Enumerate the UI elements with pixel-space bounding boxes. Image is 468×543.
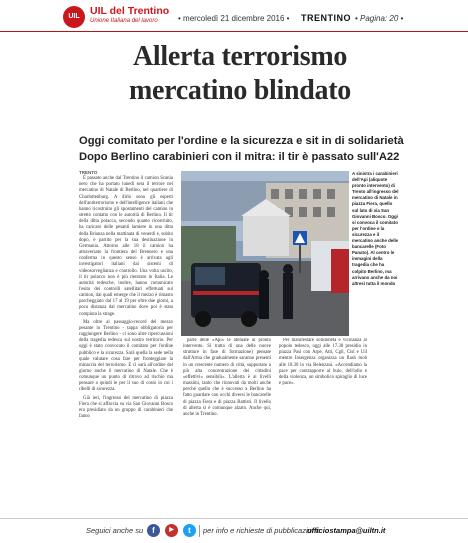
page-number: • Pagina: 20 • xyxy=(355,14,404,23)
body-paragraph: parte delle «Api» le abituate ai pronto intervento. Si tratta di una delle nuove strutture in fase di formazione) pensate dall'Arma che gradualmente saranno presenti in un crescente numero di città, supportato a più alta concentrazione dei cittadini «effettivi» sensibili». L'allerta è ai livelli massimi, tanto che rinnovati da molti anche perché quello che è successo a Berlino ha fatto guardare con occhi diversi le bancarelle di piazza Fiera e di piazza Battisti. Il livello di allerta si è comunque alzato. Anche qui, anche in Trentino. xyxy=(183,338,271,417)
section-name: TRENTINO xyxy=(301,13,351,23)
body-paragraph: È passato anche dal Trentino il camion Scania nero che ha portato lunedì sera il terrore nel mercatino di Natale di Berlino, nel quartiere di Charlottenburg. A dirlo sono gli esperti dell'antiterrorismo e dell'intelligence italiani che hanno ricostruito gli spostamenti del camion in stretto contatto con le autorità di Berlino. Il tir della ditta polacca, secondo quanto ricostruito, ha caricato delle pesanti lamiere in una ditta della Brianza nella mattinata di venerdì e, subito dopo, è partito per la sua destinazione in Germania. Attorno alle 18 il camion ha attraversato la frontiera del Brennero e una conferma in questo senso è arrivata agli investigatori italiani dai sistemi di videosorveglianza e controllo. Una volta uscito, il tir polacco non è più rientrato in Italia. Le autorità tedesche, inoltre, hanno comunicato l'esito dei controlli satellitari effettuati sul camion, dai quali emerge che il mezzo è rimasto parcheggiato dal 17 al 19 per oltre due giorni, a poca distanza dal mercatino dove poi è stata compiuta la strage. xyxy=(79,176,173,317)
youtube-icon[interactable]: ▶ xyxy=(165,524,178,537)
deck-line-1: Oggi comitato per l'ordine e la sicurezza e sit in di solidarietà xyxy=(79,135,404,147)
deck-line-2: Dopo Berlino carabinieri con il mitra: il tir è passato sull'A22 xyxy=(79,151,400,163)
uil-logo-icon: UIL xyxy=(63,6,85,28)
page-footer xyxy=(0,518,468,543)
article-photo xyxy=(181,171,349,336)
issue-date: • mercoledì 21 dicembre 2016 • xyxy=(178,14,290,23)
body-paragraph: Ma oltre al passaggio-record del mezzo pesante in Trentino - tappa obbligatoria per raggiungere Berlino - ci sono altre ripercussioni della tragedia tedesca sul nostro territorio. Per oggi è stato convocato il comitato per l'ordine pubblico e la sicurezza. Sarà quella la sede nella quale valutare cosa fare per fronteggiare la minaccia del terrorismo. E ci sarà all'ordine del giorno anche il mercatino di Natale. Che è comunque un punto di ritrovo ad rischio ma pensare a quindi le per il suo di costo in cui i ribelli di sicurezza. xyxy=(79,319,173,393)
body-paragraph: Già ieri, l'ingresso del mercatino di piazza Fiera che si affaccia su via San Giovanni Bosco era presidiato da un gruppo di carabinieri che fanno xyxy=(79,395,173,420)
headline-line-2: mercatino blindato xyxy=(129,75,351,106)
photo-caption: A sinistra i carabinieri dell'Api (aliquote pronto intervento) di Trento all'ingresso del mercatino di Natale in piazza Fiera, quello sul lato di via San Giovanni Bosco. Oggi si convoca il comitato per l'ordine e la sicurezza e il mercatino anche delle bancarelle (Foto Panato). Al centro le immagini della tragedia che ha colpito Berlino, ma arrivano anche da noi altresì tutta il mondo xyxy=(352,171,399,286)
carabinieri-photo-illustration xyxy=(181,171,349,336)
article-dateline: TRENTO xyxy=(79,170,98,175)
article-column-3 xyxy=(279,338,367,493)
facebook-icon[interactable]: f xyxy=(147,524,160,537)
page-header xyxy=(0,0,468,32)
publication-subtitle: Unione Italiana del lavoro xyxy=(90,18,158,24)
press-email-link[interactable]: ufficiostampa@uiltn.it xyxy=(307,526,386,535)
info-label: per info e richieste di pubblicazioni: xyxy=(203,526,320,535)
twitter-icon[interactable]: t xyxy=(183,524,196,537)
article-headline xyxy=(75,40,405,108)
body-paragraph: Per manifestare solidarietà e vicinanza al popolo tedesco, oggi alle 17.30 presidio in piazza Pasi con Arpe, Atti, Cgil, Cisl e Uil mentre Insergenza organizza un flash mob alle 18.30 in via Belenzani. «Accendiamo la pace per contrapporre al buio, dell'odio e della violenza, un simbolico spiraglio di luce e pace». xyxy=(279,338,367,387)
article-column-1 xyxy=(79,170,173,492)
headline-line-1: Allerta terrorismo xyxy=(132,41,348,72)
article-deck xyxy=(79,133,419,165)
footer-divider xyxy=(199,525,200,537)
article-column-2 xyxy=(183,338,271,493)
publication-title: UIL del Trentino xyxy=(90,5,170,17)
follow-label: Seguici anche su xyxy=(86,526,144,535)
